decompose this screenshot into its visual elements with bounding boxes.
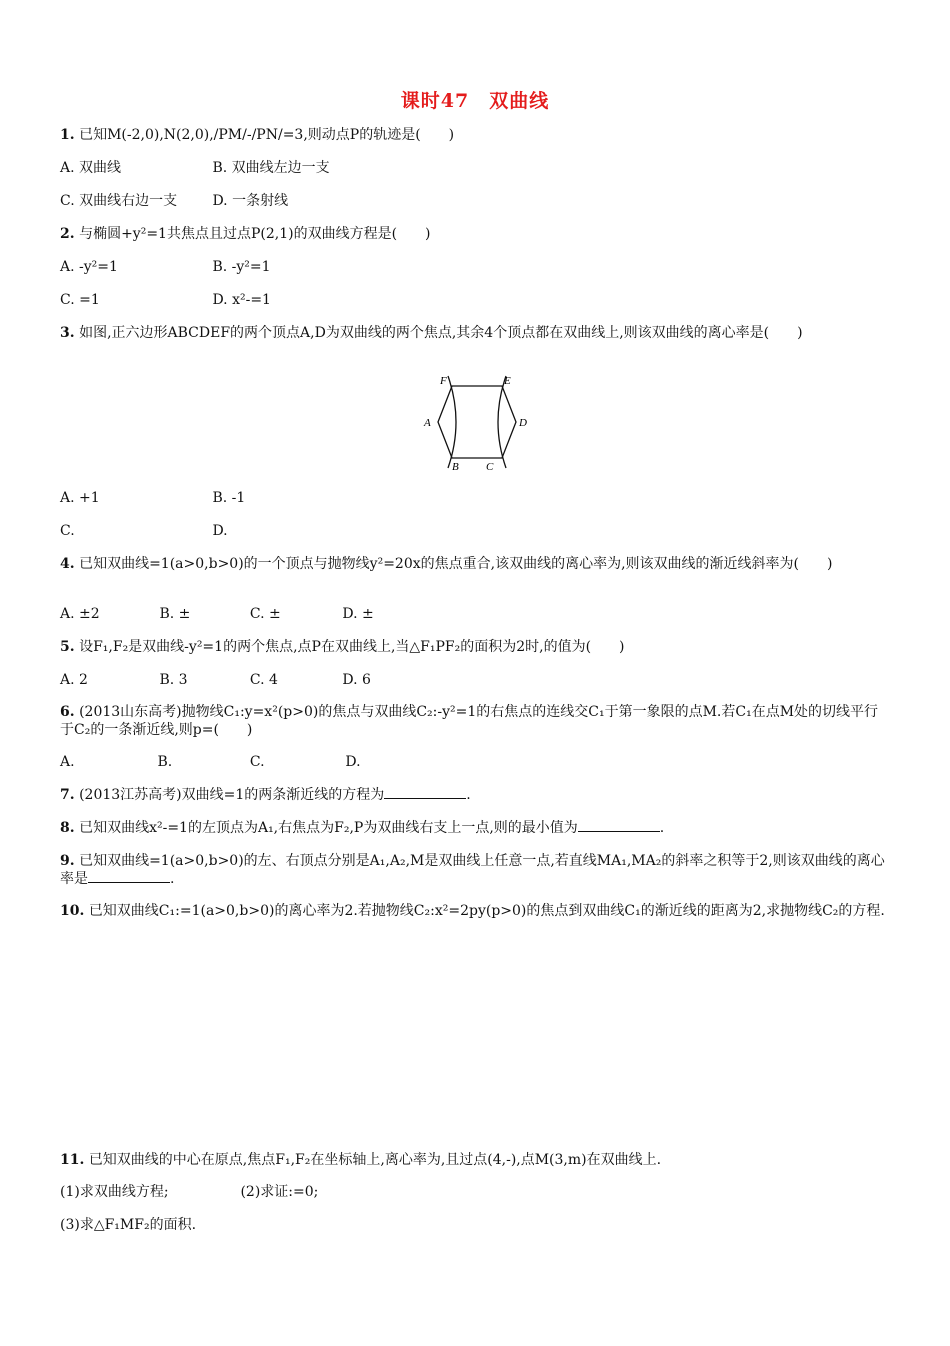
question-4: [60, 555, 890, 573]
hexagon-diagram: [418, 370, 536, 474]
question-tail: .: [170, 871, 175, 887]
question-stem: 已知M(-2,0),N(2,0),/PM/-/PN/=3,则动点P的轨迹是( ): [79, 127, 455, 143]
question-stem: (2013山东高考)抛物线C₁:y=x²(p>0)的焦点与双曲线C₂:-y²=1的右焦点的连线交C₁于第一象限的点M.若C₁在点M处的切线平行于C₂的一条渐近线,则p=( ): [60, 704, 879, 738]
question-11: [60, 1151, 661, 1169]
option-d: D. 一条射线: [212, 193, 289, 209]
question-number: 3.: [60, 325, 75, 341]
question-stem: 已知双曲线x²-=1的左顶点为A₁,右焦点为F₂,P为双曲线右支上一点,则的最小值为: [79, 820, 578, 836]
option-d: D.: [212, 523, 228, 539]
question-stem: 已知双曲线的中心在原点,焦点F₁,F₂在坐标轴上,离心率为,且过点(4,-),点M(3,m)在双曲线上.: [88, 1152, 662, 1168]
option-d: D. x²-=1: [212, 292, 271, 308]
question-number: 10.: [60, 903, 85, 919]
question-number: 8.: [60, 820, 75, 836]
question-number: 9.: [60, 853, 75, 869]
sub-question-1: (1)求双曲线方程;: [60, 1184, 169, 1200]
option-a: A. 2: [60, 672, 88, 688]
question-11-parts-row-1: [60, 1183, 318, 1201]
sub-question-2: (2)求证:=0;: [240, 1184, 319, 1200]
answer-blank[interactable]: [88, 870, 170, 883]
question-stem: 设F₁,F₂是双曲线-y²=1的两个焦点,点P在双曲线上,当△F₁PF₂的面积为2时,的值为( ): [79, 639, 625, 655]
option-a: A. +1: [60, 490, 100, 506]
option-b: B. -y²=1: [212, 259, 271, 275]
question-stem: 已知双曲线=1(a>0,b>0)的左、右顶点分别是A₁,A₂,M是双曲线上任意一点,若直线MA₁,MA₂的斜率之积等于2,则该双曲线的离心率是: [60, 853, 885, 887]
option-c: C. ±: [249, 606, 281, 622]
option-d: D.: [345, 754, 361, 770]
question-2-options-row-2: [60, 291, 271, 309]
vertex-label-d: D: [519, 417, 527, 429]
question-number: 7.: [60, 787, 75, 803]
question-6: [60, 703, 890, 739]
option-a: A.: [60, 754, 75, 770]
answer-blank[interactable]: [384, 786, 466, 799]
question-number: 1.: [60, 127, 75, 143]
question-3-options-row-1: [60, 489, 245, 507]
question-number: 6.: [60, 704, 75, 720]
option-b: B. ±: [159, 606, 191, 622]
option-b: B. -1: [212, 490, 246, 506]
option-a: A. 双曲线: [60, 160, 122, 176]
question-stem: 与椭圆+y²=1共焦点且过点P(2,1)的双曲线方程是( ): [79, 226, 431, 242]
answer-blank[interactable]: [578, 819, 660, 832]
question-2-options-row-1: [60, 258, 271, 276]
vertex-label-a: A: [424, 417, 431, 429]
vertex-label-b: B: [452, 461, 459, 473]
question-stem: (2013江苏高考)双曲线=1的两条渐近线的方程为: [79, 787, 385, 803]
question-3: [60, 324, 890, 342]
vertex-label-e: E: [504, 375, 511, 387]
question-1-options-row-2: [60, 192, 288, 210]
option-d: D. 6: [342, 672, 371, 688]
option-d: D. ±: [342, 606, 374, 622]
option-c: C.: [249, 754, 265, 770]
question-4-options: [60, 605, 374, 623]
hexagon-hyperbola-figure: [418, 370, 536, 474]
option-a: A. -y²=1: [60, 259, 118, 275]
question-number: 11.: [60, 1152, 85, 1168]
question-6-options: [60, 753, 361, 771]
sub-question-3: (3)求△F₁MF₂的面积.: [60, 1217, 197, 1233]
vertex-label-c: C: [486, 461, 494, 473]
option-b: B. 双曲线左边一支: [212, 160, 330, 176]
question-9: [60, 852, 890, 888]
question-stem: 如图,正六边形ABCDEF的两个顶点A,D为双曲线的两个焦点,其余4个顶点都在双曲线上,则该双曲线的离心率是( ): [79, 325, 803, 341]
question-tail: .: [466, 787, 471, 803]
question-1: [60, 126, 454, 144]
question-5: [60, 638, 625, 656]
question-8: [60, 819, 664, 837]
question-10: [60, 902, 890, 920]
question-11-parts-row-2: [60, 1216, 196, 1234]
option-c: C. 双曲线右边一支: [60, 193, 178, 209]
question-3-options-row-2: [60, 522, 228, 540]
question-stem: 已知双曲线C₁:=1(a>0,b>0)的离心率为2.若抛物线C₂:x²=2py(p>0)的焦点到双曲线C₁的渐近线的距离为2,求抛物线C₂的方程.: [88, 903, 885, 919]
question-7: [60, 786, 471, 804]
option-b: B.: [157, 754, 173, 770]
option-c: C.: [60, 523, 75, 539]
page-title: 课时47 双曲线: [400, 90, 550, 112]
question-tail: .: [659, 820, 665, 836]
option-a: A. ±2: [60, 606, 100, 622]
vertex-label-f: F: [440, 375, 447, 387]
question-number: 2.: [60, 226, 75, 242]
question-number: 5.: [60, 639, 75, 655]
question-number: 4.: [60, 556, 75, 572]
question-2: [60, 225, 431, 243]
question-1-options-row-1: [60, 159, 330, 177]
option-c: C. =1: [60, 292, 100, 308]
question-stem: 已知双曲线=1(a>0,b>0)的一个顶点与抛物线y²=20x的焦点重合,该双曲线的离心率为,则该双曲线的渐近线斜率为( ): [79, 556, 833, 572]
option-b: B. 3: [159, 672, 188, 688]
option-c: C. 4: [249, 672, 278, 688]
question-5-options: [60, 671, 371, 689]
